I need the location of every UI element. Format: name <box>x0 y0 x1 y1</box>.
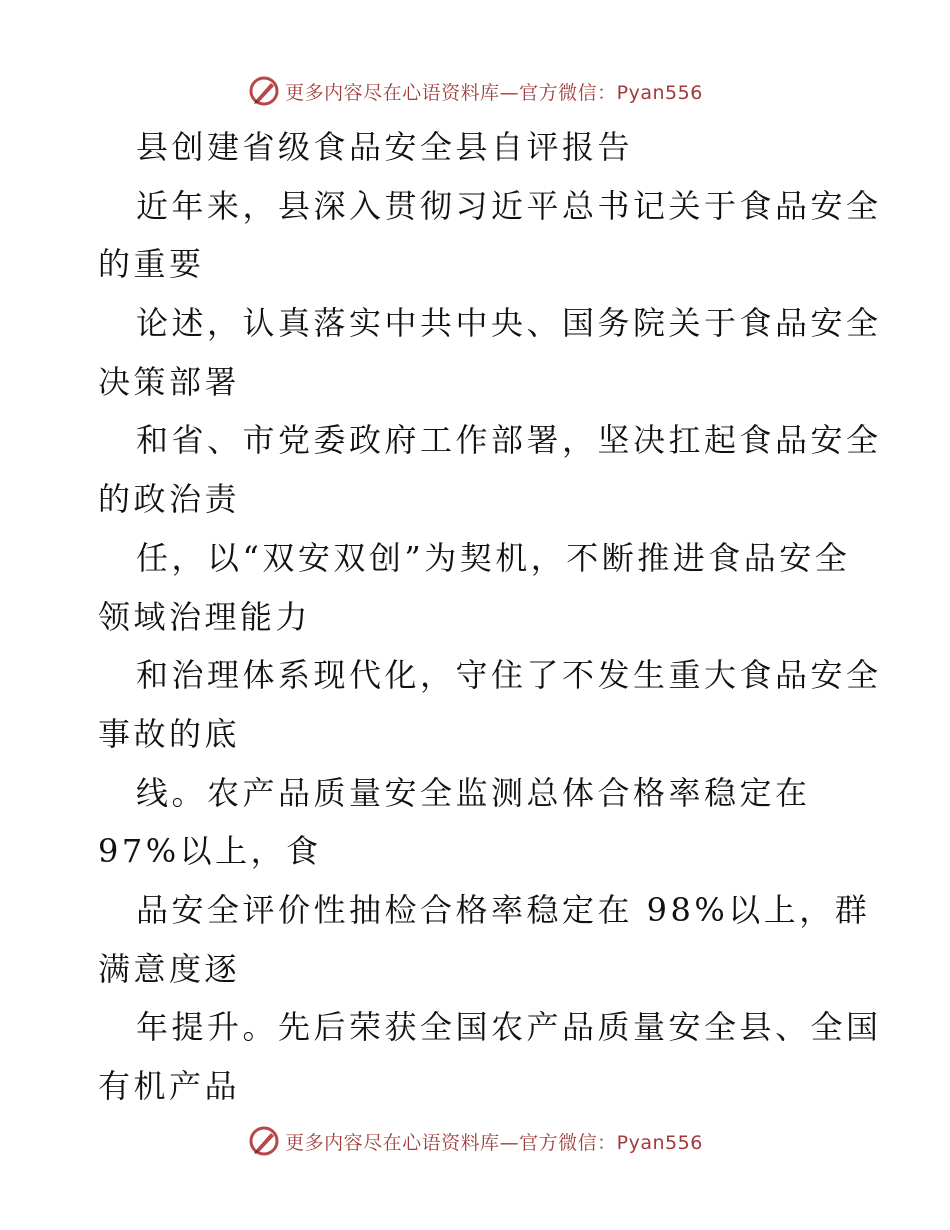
doc-line: 满意度逐 <box>98 949 241 988</box>
banner-text: 更多内容尽在心语资料库—官方微信：Pyan556 <box>285 81 703 104</box>
pen-logo-icon <box>247 1124 281 1158</box>
banner-text: 更多内容尽在心语资料库—官方微信：Pyan556 <box>285 1131 703 1154</box>
doc-line: 的重要 <box>98 245 205 284</box>
doc-line: 和治理体系现代化，守住了不发生重大食品安全 <box>136 656 882 695</box>
doc-line: 任，以“双安双创”为契机，不断推进食品安全 <box>136 538 851 577</box>
doc-line: 年提升。先后荣获全国农产品质量安全县、全国 <box>136 1008 882 1047</box>
doc-title: 县创建省级食品安全县自评报告 <box>136 128 634 166</box>
doc-line: 事故的底 <box>98 714 241 753</box>
doc-line: 领域治理能力 <box>98 597 312 636</box>
doc-line: 论述，认真落实中共中央、国务院关于食品安全 <box>136 304 882 343</box>
doc-line: 97%以上，食 <box>98 832 322 871</box>
doc-line: 近年来，县深入贯彻习近平总书记关于食品安全 <box>136 186 882 225</box>
doc-line: 决策部署 <box>98 362 241 401</box>
doc-line: 线。农产品质量安全监测总体合格率稳定在 <box>136 773 811 812</box>
doc-line: 有机产品 <box>98 1067 241 1105</box>
doc-line: 品安全评价性抽检合格率稳定在 98%以上，群 <box>136 890 871 929</box>
doc-line: 和省、市党委政府工作部署，坚决扛起食品安全 <box>136 421 882 460</box>
document-body <box>98 118 882 1116</box>
doc-line: 的政治责 <box>98 480 241 519</box>
footer-watermark-banner <box>0 1121 950 1161</box>
pen-logo-icon <box>247 74 281 108</box>
header-watermark-banner <box>0 71 950 111</box>
